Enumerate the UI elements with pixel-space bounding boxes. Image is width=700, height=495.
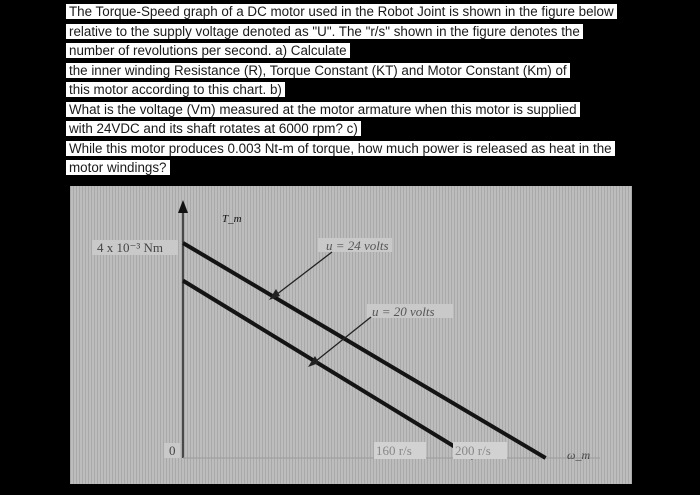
chart-background <box>70 186 632 484</box>
x-tick-label-200: 200 r/s <box>455 443 491 458</box>
question-line: this motor according to this chart. b) <box>66 80 666 100</box>
question-line: the inner winding Resistance (R), Torque Constant (KT) and Motor Constant (Km) of <box>66 61 666 81</box>
question-line: The Torque-Speed graph of a DC motor used in the Robot Joint is shown in the figure below <box>66 2 666 22</box>
torque-speed-chart <box>70 186 632 484</box>
origin-label: 0 <box>169 443 176 458</box>
question-line: number of revolutions per second. a) Calculate <box>66 41 666 61</box>
annotation-u24: u = 24 volts <box>326 238 389 253</box>
y-axis-label: T_m <box>222 213 242 225</box>
question-line: with 24VDC and its shaft rotates at 6000 rpm? c) <box>66 119 666 139</box>
y-tick-label: 4 x 10⁻³ Nm <box>97 240 164 255</box>
x-axis-label: ω_m <box>567 448 591 462</box>
question-line: While this motor produces 0.003 Nt-m of torque, how much power is released as heat in the <box>66 139 666 159</box>
question-line: What is the voltage (Vm) measured at the motor armature when this motor is supplied <box>66 100 666 120</box>
question-text <box>66 2 666 178</box>
question-line: relative to the supply voltage denoted as "U". The "r/s" shown in the figure denotes the <box>66 22 666 42</box>
question-line: motor windings? <box>66 158 666 178</box>
annotation-u20: u = 20 volts <box>372 304 435 319</box>
x-tick-label-160: 160 r/s <box>376 443 412 458</box>
torque-speed-figure <box>70 186 632 484</box>
